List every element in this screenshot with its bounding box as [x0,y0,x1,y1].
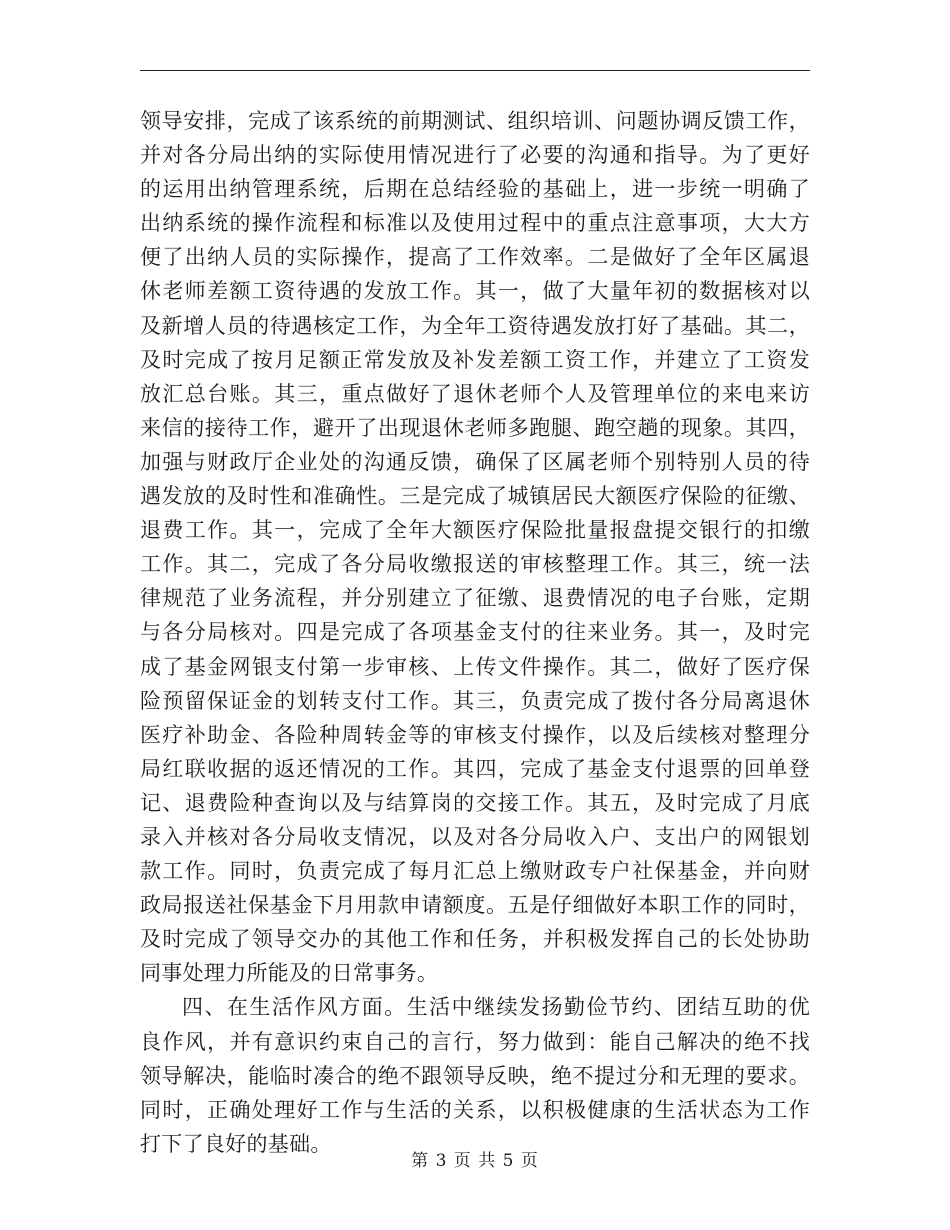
text-line: 打下了良好的基础。 [140,1131,332,1156]
text-line: 领导安排，完成了该系统的前期测试、组织培训、问题协调反馈工作， [140,109,810,133]
text-line: 加强与财政厅企业处的沟通反馈，确保了区属老师个别特别人员的待 [140,449,810,474]
text-line: 成了基金网银支付第一步审核、上传文件操作。其二，做好了医疗保 [140,654,810,679]
text-line: 领导解决，能临时凑合的绝不跟领导反映，绝不提过分和无理的要求。 [140,1063,810,1088]
text-line: 与各分局核对。四是完成了各项基金支付的往来业务。其一，及时完 [140,620,810,645]
header-rule [140,70,810,71]
text-line: 记、退费险种查询以及与结算岗的交接工作。其五，及时完成了月底 [140,790,810,815]
text-line: 来信的接待工作，避开了出现退休老师多跑腿、跑空趟的现象。其四， [140,415,810,440]
section-heading-line: 四、在生活作风方面。生活中继续发扬勤俭节约、团结互助的优 [182,995,810,1020]
text-line: 及新增人员的待遇核定工作，为全年工资待遇发放打好了基础。其二， [140,313,810,338]
text-line: 休老师差额工资待遇的发放工作。其一，做了大量年初的数据核对以 [140,279,810,304]
text-line: 的运用出纳管理系统，后期在总结经验的基础上，进一步统一明确了 [140,177,810,202]
text-line: 及时完成了按月足额正常发放及补发差额工资工作，并建立了工资发 [140,347,810,372]
text-line: 款工作。同时，负责完成了每月汇总上缴财政专户社保基金，并向财 [140,859,810,884]
text-line: 录入并核对各分局收支情况，以及对各分局收入户、支出户的网银划 [140,824,810,849]
body-text [140,104,810,1161]
text-line: 医疗补助金、各险种周转金等的审核支付操作，以及后续核对整理分 [140,722,810,747]
text-line: 便了出纳人员的实际操作，提高了工作效率。二是做好了全年区属退 [140,245,810,270]
text-line: 出纳系统的操作流程和标准以及使用过程中的重点注意事项，大大方 [140,211,810,236]
text-line: 工作。其二，完成了各分局收缴报送的审核整理工作。其三，统一法 [140,552,810,577]
text-line: 局红联收据的返还情况的工作。其四，完成了基金支付退票的回单登 [140,756,810,781]
text-line: 政局报送社保基金下月用款申请额度。五是仔细做好本职工作的同时， [140,893,810,918]
text-line: 并对各分局出纳的实际使用情况进行了必要的沟通和指导。为了更好 [140,143,810,168]
text-line: 律规范了业务流程，并分别建立了征缴、退费情况的电子台账，定期 [140,586,810,611]
page-footer: 第 3 页 共 5 页 [411,1151,539,1171]
text-line: 退费工作。其一，完成了全年大额医疗保险批量报盘提交银行的扣缴 [140,518,810,543]
text-line: 放汇总台账。其三，重点做好了退休老师个人及管理单位的来电来访 [140,381,810,406]
text-line: 良作风，并有意识约束自己的言行，努力做到：能自己解决的绝不找 [140,1029,810,1054]
text-line: 险预留保证金的划转支付工作。其三，负责完成了拨付各分局离退休 [140,688,810,713]
text-line: 遇发放的及时性和准确性。三是完成了城镇居民大额医疗保险的征缴、 [140,484,810,509]
text-line: 同时，正确处理好工作与生活的关系，以积极健康的生活状态为工作 [140,1097,810,1122]
text-line: 同事处理力所能及的日常事务。 [140,961,439,986]
text-line: 及时完成了领导交办的其他工作和任务，并积极发挥自己的长处协助 [140,927,810,952]
